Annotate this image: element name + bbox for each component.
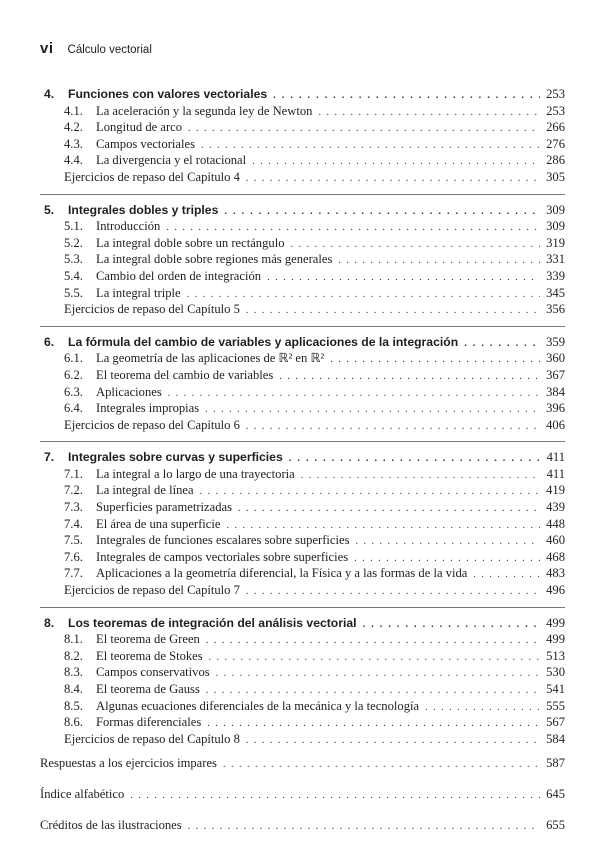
section-title: El teorema de Stokes xyxy=(96,648,203,663)
section-page: 309 xyxy=(546,219,565,234)
chapter-divider xyxy=(40,441,565,442)
section-title: La geometría de las aplicaciones de ℝ² en ℝ² xyxy=(96,351,325,366)
section-page: 513 xyxy=(546,648,565,663)
toc-section-row[interactable] xyxy=(40,482,565,499)
review-title: Ejercicios de repaso del Capítulo 7 xyxy=(64,583,240,598)
back-matter xyxy=(40,755,565,833)
section-title: La aceleración y la segunda ley de Newton xyxy=(96,103,313,118)
section-page: 460 xyxy=(546,533,565,548)
review-exercises-row[interactable] xyxy=(40,417,565,434)
section-page: 468 xyxy=(546,549,565,564)
toc-section-row[interactable] xyxy=(40,285,565,302)
section-number: 7.4. xyxy=(64,516,83,531)
review-exercises-row[interactable] xyxy=(40,169,565,186)
toc-section-row[interactable] xyxy=(40,350,565,367)
section-title: Aplicaciones xyxy=(96,384,162,399)
chapter-divider xyxy=(40,326,565,327)
section-title: Integrales impropias xyxy=(96,401,200,416)
chapter-heading[interactable] xyxy=(40,334,565,351)
chapter-title: Los teoremas de integración del análisis vectorial xyxy=(68,615,357,630)
section-title: Aplicaciones a la geometría diferencial, la Física y a las formas de la vida xyxy=(96,566,468,581)
section-page: 541 xyxy=(546,682,565,696)
dot-leader xyxy=(209,650,540,667)
back-matter-page: 655 xyxy=(546,817,565,832)
toc-section-row[interactable] xyxy=(40,384,565,401)
section-number: 5.1. xyxy=(64,219,83,234)
dot-leader xyxy=(200,484,541,501)
toc-section-row[interactable] xyxy=(40,367,565,384)
dot-leader xyxy=(273,88,540,105)
dot-leader xyxy=(205,402,540,419)
section-title: El teorema del cambio de variables xyxy=(96,367,274,382)
back-matter-title: Créditos de las ilustraciones xyxy=(40,817,182,832)
back-matter-row[interactable] xyxy=(40,786,565,803)
section-page: 530 xyxy=(546,665,565,680)
header-book-title: Cálculo vectorial xyxy=(67,44,152,56)
dot-leader xyxy=(252,154,540,171)
review-page: 584 xyxy=(546,731,565,746)
chapter-5 xyxy=(40,202,565,318)
chapter-title: La fórmula del cambio de variables y aplicaciones de la integración xyxy=(68,334,459,349)
dot-leader xyxy=(356,534,541,551)
review-page: 305 xyxy=(546,169,565,184)
dot-leader xyxy=(338,253,540,270)
section-page: 367 xyxy=(546,367,565,382)
section-title: Integrales de funciones escalares sobre superficies xyxy=(96,533,350,548)
dot-leader xyxy=(246,171,540,188)
toc-section-row[interactable] xyxy=(40,499,565,516)
header-page-number: vi xyxy=(40,40,54,57)
back-matter-title: Respuestas a los ejercicios impares xyxy=(40,756,217,771)
dot-leader xyxy=(188,121,540,138)
toc-section-row[interactable] xyxy=(40,532,565,549)
toc-section-row[interactable] xyxy=(40,631,565,648)
section-page: 384 xyxy=(546,384,565,399)
section-title: Formas diferenciales xyxy=(96,715,202,730)
review-page: 356 xyxy=(546,302,565,317)
section-title: Cambio del orden de integración xyxy=(96,268,262,283)
toc-section-row[interactable] xyxy=(40,218,565,235)
back-matter-title: Índice alfabético xyxy=(40,786,125,801)
chapter-page: 499 xyxy=(546,615,565,630)
chapter-6 xyxy=(40,334,565,434)
dot-leader xyxy=(207,716,540,733)
chapter-7 xyxy=(40,449,565,598)
section-page: 499 xyxy=(546,632,565,647)
dot-leader xyxy=(223,757,540,774)
review-title: Ejercicios de repaso del Capítulo 5 xyxy=(64,302,240,317)
section-title: La integral de línea xyxy=(96,483,194,498)
review-title: Ejercicios de repaso del Capítulo 6 xyxy=(64,417,240,432)
toc-section-row[interactable] xyxy=(40,466,565,483)
review-exercises-row[interactable] xyxy=(40,301,565,318)
chapter-8 xyxy=(40,615,565,748)
chapter-number: 4. xyxy=(44,87,55,101)
dot-leader xyxy=(301,468,541,485)
section-number: 4.4. xyxy=(64,153,83,168)
chapter-number: 7. xyxy=(44,450,55,465)
toc-section-row[interactable] xyxy=(40,103,565,120)
section-title: El área de una superficie xyxy=(96,516,221,531)
dot-leader xyxy=(363,617,541,634)
section-page: 339 xyxy=(546,268,565,283)
chapter-title: Funciones con valores vectoriales xyxy=(68,87,268,101)
review-title: Ejercicios de repaso del Capítulo 4 xyxy=(64,169,240,184)
section-title: El teorema de Gauss xyxy=(96,682,200,696)
section-number: 7.2. xyxy=(64,483,83,498)
section-number: 7.7. xyxy=(64,566,83,581)
dot-leader xyxy=(464,336,540,353)
toc-section-row[interactable] xyxy=(40,565,565,582)
dot-leader xyxy=(318,105,540,122)
section-number: 5.2. xyxy=(64,235,83,250)
dot-leader xyxy=(246,419,540,436)
section-page: 331 xyxy=(546,252,565,267)
toc-section-row[interactable] xyxy=(40,516,565,533)
review-page: 496 xyxy=(546,583,565,598)
section-number: 8.4. xyxy=(64,682,83,696)
dot-leader xyxy=(246,303,540,320)
section-page: 345 xyxy=(546,285,565,300)
section-number: 5.4. xyxy=(64,268,83,283)
section-page: 396 xyxy=(546,401,565,416)
dot-leader xyxy=(279,369,540,386)
toc-section-row[interactable] xyxy=(40,251,565,268)
table-of-contents xyxy=(40,86,565,847)
chapter-heading[interactable] xyxy=(40,615,565,632)
chapter-page: 411 xyxy=(546,450,565,465)
chapter-number: 5. xyxy=(44,202,55,217)
toc-section-row[interactable] xyxy=(40,714,565,731)
running-head xyxy=(40,40,152,57)
section-title: La integral a lo largo de una trayectoria xyxy=(96,466,295,481)
section-number: 6.2. xyxy=(64,367,83,382)
section-page: 448 xyxy=(546,516,565,531)
section-title: La integral triple xyxy=(96,285,181,300)
section-number: 7.5. xyxy=(64,533,83,548)
dot-leader xyxy=(425,700,540,717)
chapter-page: 359 xyxy=(546,334,565,349)
section-page: 555 xyxy=(546,698,565,713)
section-page: 286 xyxy=(546,153,565,168)
toc-section-row[interactable] xyxy=(40,681,565,698)
chapter-divider xyxy=(40,607,565,608)
section-number: 4.1. xyxy=(64,103,83,118)
dot-leader xyxy=(168,386,540,403)
dot-leader xyxy=(206,633,540,650)
section-title: Campos vectoriales xyxy=(96,136,195,151)
review-page: 406 xyxy=(546,417,565,432)
section-page: 266 xyxy=(546,120,565,135)
chapter-page: 253 xyxy=(546,87,565,101)
toc-section-row[interactable] xyxy=(40,152,565,169)
chapter-number: 6. xyxy=(44,334,55,349)
section-page: 567 xyxy=(546,715,565,730)
dot-leader xyxy=(267,270,540,287)
section-page: 439 xyxy=(546,500,565,515)
toc-section-row[interactable] xyxy=(40,136,565,153)
chapter-divider xyxy=(40,194,565,195)
chapter-heading[interactable] xyxy=(40,86,565,103)
section-page: 276 xyxy=(546,136,565,151)
section-page: 319 xyxy=(546,235,565,250)
chapter-heading[interactable] xyxy=(40,202,565,219)
chapter-4 xyxy=(40,86,565,186)
toc-section-row[interactable] xyxy=(40,119,565,136)
toc-section-row[interactable] xyxy=(40,400,565,417)
section-number: 6.3. xyxy=(64,384,83,399)
section-page: 411 xyxy=(546,466,565,481)
section-page: 253 xyxy=(546,103,565,118)
chapter-heading[interactable] xyxy=(40,449,565,466)
back-matter-row[interactable] xyxy=(40,817,565,834)
dot-leader xyxy=(201,138,540,155)
toc-section-row[interactable] xyxy=(40,648,565,665)
dot-leader xyxy=(246,584,540,601)
section-number: 4.3. xyxy=(64,136,83,151)
chapter-title: Integrales dobles y triples xyxy=(68,202,219,217)
section-number: 5.3. xyxy=(64,252,83,267)
toc-section-row[interactable] xyxy=(40,549,565,566)
review-title: Ejercicios de repaso del Capítulo 8 xyxy=(64,731,240,746)
section-number: 4.2. xyxy=(64,120,83,135)
section-number: 6.4. xyxy=(64,401,83,416)
back-matter-page: 587 xyxy=(546,756,565,771)
section-number: 8.6. xyxy=(64,715,83,730)
section-title: Campos conservativos xyxy=(96,665,210,680)
dot-leader xyxy=(188,819,540,836)
chapter-number: 8. xyxy=(44,615,55,630)
section-title: La integral doble sobre un rectángulo xyxy=(96,235,285,250)
back-matter-row[interactable] xyxy=(40,755,565,772)
section-title: Introducción xyxy=(96,219,161,234)
back-matter-page: 645 xyxy=(546,786,565,801)
chapter-title: Integrales sobre curvas y superficies xyxy=(68,450,283,465)
toc-section-row[interactable] xyxy=(40,235,565,252)
section-page: 483 xyxy=(546,566,565,581)
section-number: 8.2. xyxy=(64,648,83,663)
review-exercises-row[interactable] xyxy=(40,582,565,599)
section-title: Integrales de campos vectoriales sobre superficies xyxy=(96,549,349,564)
section-number: 7.3. xyxy=(64,500,83,515)
dot-leader xyxy=(224,204,540,221)
section-number: 7.6. xyxy=(64,549,83,564)
section-number: 5.5. xyxy=(64,285,83,300)
section-number: 8.1. xyxy=(64,632,83,647)
toc-section-row[interactable] xyxy=(40,664,565,681)
section-number: 8.5. xyxy=(64,698,83,713)
dot-leader xyxy=(473,567,540,584)
chapter-page: 309 xyxy=(546,202,565,217)
dot-leader xyxy=(289,451,541,468)
dot-leader xyxy=(238,501,540,518)
section-page: 360 xyxy=(546,351,565,366)
section-number: 6.1. xyxy=(64,351,83,366)
dot-leader xyxy=(216,666,540,683)
section-title: La integral doble sobre regiones más generales xyxy=(96,252,333,267)
section-number: 8.3. xyxy=(64,665,83,680)
section-number: 7.1. xyxy=(64,466,83,481)
toc-section-row[interactable] xyxy=(40,268,565,285)
toc-section-row[interactable] xyxy=(40,698,565,715)
review-exercises-row[interactable] xyxy=(40,731,565,748)
dot-leader xyxy=(330,352,540,369)
section-page: 419 xyxy=(546,483,565,498)
dot-leader xyxy=(130,788,540,805)
section-title: Algunas ecuaciones diferenciales de la mecánica y la tecnología xyxy=(96,698,420,713)
section-title: El teorema de Green xyxy=(96,632,200,647)
section-title: La divergencia y el rotacional xyxy=(96,153,247,168)
section-title: Longitud de arco xyxy=(96,120,183,135)
section-title: Superficies parametrizadas xyxy=(96,500,233,515)
dot-leader xyxy=(246,733,540,750)
